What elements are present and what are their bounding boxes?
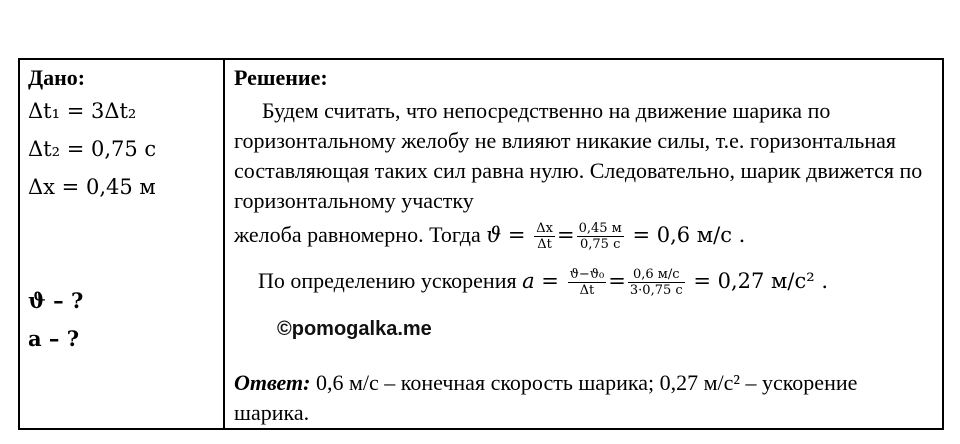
equation-2-result: = 0,27 м/с² . (693, 269, 828, 293)
equation-line-2 (234, 266, 934, 298)
given-line-1: Δt₁ = 3Δt₂ (28, 99, 137, 123)
equation-line-1 (234, 220, 934, 252)
find-acceleration: a – ? (28, 326, 80, 351)
equation-2-intro: По определению ускорения (258, 268, 517, 293)
equation-1-lhs: ϑ = (486, 223, 526, 247)
solution-column (234, 64, 934, 298)
given-line-2: Δt₂ = 0,75 с (28, 137, 157, 161)
equation-1-fraction-2: $\frac{0,45 м}{0,75 с}$ (578, 221, 622, 252)
answer-label: Ответ: (234, 370, 311, 395)
equation-1-intro: желоба равномерно. Тогда (234, 222, 481, 247)
equation-2: a = $\frac{\text{ϑ−ϑ₀}}{\Delta t}$ = $\frac{0,6 м/с}{3\cdot 0,75 с}$ = 0,27 м/с² . (522, 267, 828, 298)
equation-2-fraction-1: $\frac{\text{ϑ−ϑ₀}}{\Delta t}$ (569, 267, 605, 298)
solution-paragraph-1: Будем считать, что непосредственно на движение шарика по горизонтальному желобу не влияют никакие силы, т.е. горизонтальная составляющая таких сил равна нулю. Следовательно, шарик движется по горизонтальному участку (234, 98, 923, 213)
solution-header: Решение: (234, 65, 328, 90)
find-velocity: ϑ – ? (28, 288, 84, 313)
column-divider (223, 60, 225, 428)
answer-block (234, 368, 934, 428)
given-column (28, 64, 218, 206)
answer-text: 0,6 м/с – конечная скорость шарика; 0,27 м/с² – ускорение шарика. (234, 370, 858, 425)
watermark: ©pomogalka.me (277, 318, 432, 340)
solution-table (18, 58, 944, 430)
equation-1-fraction-1: $\frac{\Delta x}{\Delta t}$ (536, 221, 553, 252)
equation-1-result: = 0,6 м/с . (632, 223, 746, 247)
equation-2-fraction-2: $\frac{0,6 м/с}{3\cdot 0,75 с}$ (629, 267, 683, 298)
equation-1: ϑ = $\frac{\Delta x}{\Delta t}$ = $\frac{0,45 м}{0,75 с}$ = 0,6 м/с . (486, 221, 746, 252)
given-header: Дано: (28, 65, 86, 90)
equation-2-lhs: a = (522, 269, 559, 293)
given-line-3: Δx = 0,45 м (28, 175, 156, 199)
